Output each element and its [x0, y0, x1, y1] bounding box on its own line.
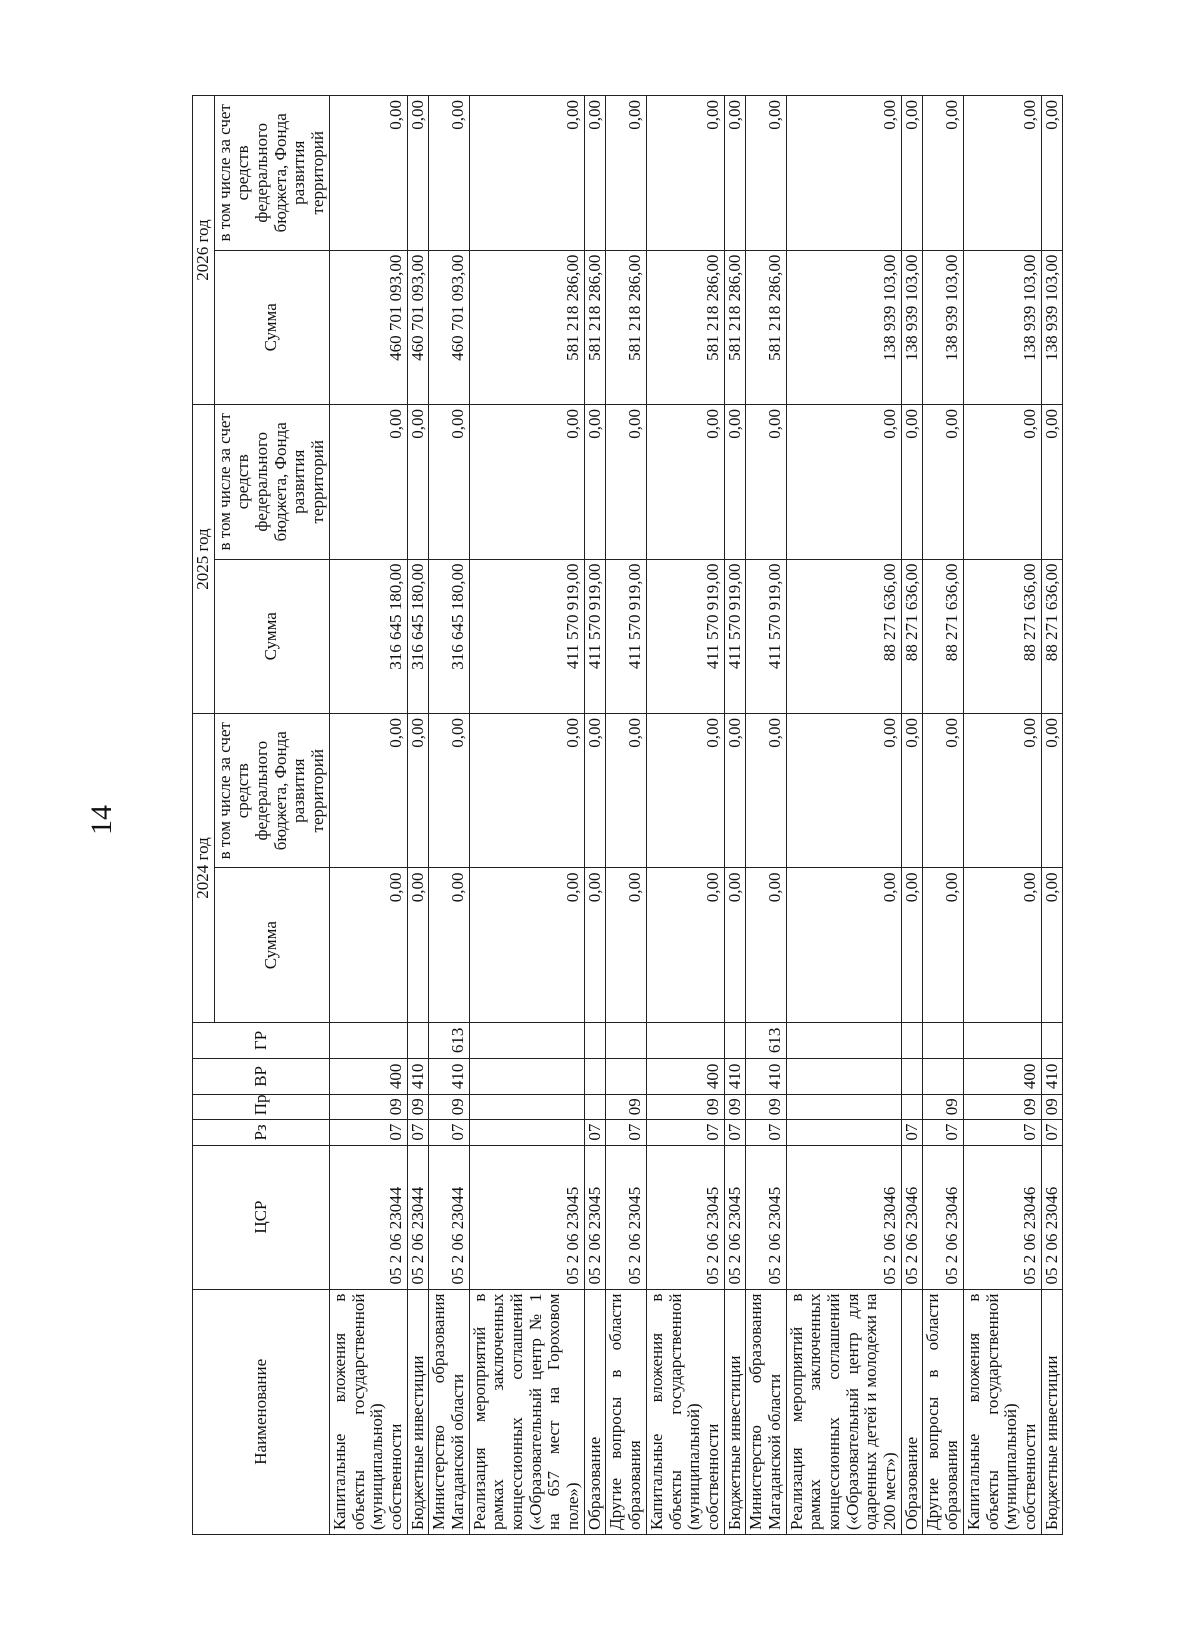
row-rz: 07 — [746, 1120, 786, 1145]
row-fed-2026: 0,00 — [407, 96, 429, 251]
row-fed-2025: 0,00 — [724, 405, 746, 559]
header-fed-2024: в том числе за счет средств федерального бюджета, Фонда развития территорий — [214, 713, 329, 867]
table-row — [469, 96, 584, 1535]
row-rz: 07 — [1041, 1120, 1063, 1145]
row-rz — [469, 1120, 584, 1145]
header-rz: Рз — [193, 1120, 330, 1145]
row-name: Другие вопросы в области образования — [923, 1289, 963, 1534]
row-sum-2024: 0,00 — [923, 868, 963, 1022]
row-fed-2026: 0,00 — [963, 96, 1041, 251]
row-name: Бюджетные инвестиции — [407, 1289, 429, 1534]
header-year-2025: 2025 год — [193, 405, 215, 714]
header-sum-2024: Сумма — [214, 868, 329, 1022]
row-pr: 09 — [963, 1094, 1041, 1119]
row-pr: 09 — [646, 1094, 724, 1119]
row-sum-2024: 0,00 — [724, 868, 746, 1022]
row-vr: 410 — [429, 1058, 469, 1094]
table-row — [407, 96, 429, 1535]
row-sum-2025: 88 271 636,00 — [923, 559, 963, 713]
row-csr: 05 2 06 23046 — [901, 1145, 923, 1289]
row-sum-2026: 460 701 093,00 — [407, 250, 429, 404]
row-vr: 400 — [963, 1058, 1041, 1094]
row-vr: 410 — [746, 1058, 786, 1094]
row-fed-2026: 0,00 — [901, 96, 923, 251]
row-vr — [584, 1058, 606, 1094]
row-sum-2026: 138 939 103,00 — [923, 250, 963, 404]
row-csr: 05 2 06 23045 — [646, 1145, 724, 1289]
row-rz — [786, 1120, 901, 1145]
row-sum-2026: 138 939 103,00 — [786, 250, 901, 404]
header-fed-2025: в том числе за счет средств федерального бюджета, Фонда развития территорий — [214, 405, 329, 559]
row-rz: 07 — [923, 1120, 963, 1145]
table-row — [584, 96, 606, 1535]
row-sum-2024: 0,00 — [606, 868, 646, 1022]
row-sum-2025: 88 271 636,00 — [1041, 559, 1063, 713]
row-fed-2025: 0,00 — [963, 405, 1041, 559]
row-pr — [901, 1094, 923, 1119]
header-name: Наименование — [193, 1289, 330, 1534]
row-fed-2024: 0,00 — [646, 713, 724, 867]
row-gr — [786, 1022, 901, 1058]
row-vr: 410 — [1041, 1058, 1063, 1094]
row-fed-2025: 0,00 — [407, 405, 429, 559]
row-name: Бюджетные инвестиции — [1041, 1289, 1063, 1534]
row-vr: 410 — [724, 1058, 746, 1094]
row-pr: 09 — [606, 1094, 646, 1119]
row-fed-2024: 0,00 — [329, 713, 407, 867]
row-fed-2026: 0,00 — [1041, 96, 1063, 251]
row-fed-2025: 0,00 — [584, 405, 606, 559]
row-sum-2024: 0,00 — [1041, 868, 1063, 1022]
row-sum-2026: 581 218 286,00 — [469, 250, 584, 404]
row-pr: 09 — [1041, 1094, 1063, 1119]
table-body — [329, 96, 1062, 1535]
table-row — [786, 96, 901, 1535]
header-sum-2025: Сумма — [214, 559, 329, 713]
row-pr: 09 — [429, 1094, 469, 1119]
row-fed-2024: 0,00 — [469, 713, 584, 867]
row-fed-2024: 0,00 — [963, 713, 1041, 867]
row-name: Министерство образования Магаданской области — [429, 1289, 469, 1534]
row-sum-2026: 581 218 286,00 — [606, 250, 646, 404]
row-fed-2024: 0,00 — [724, 713, 746, 867]
row-rz: 07 — [429, 1120, 469, 1145]
table-row — [923, 96, 963, 1535]
row-fed-2024: 0,00 — [407, 713, 429, 867]
row-vr — [606, 1058, 646, 1094]
row-sum-2024: 0,00 — [901, 868, 923, 1022]
row-rz: 07 — [407, 1120, 429, 1145]
row-pr: 09 — [724, 1094, 746, 1119]
row-name: Образование — [584, 1289, 606, 1534]
row-sum-2025: 316 645 180,00 — [429, 559, 469, 713]
row-rz: 07 — [901, 1120, 923, 1145]
row-csr: 05 2 06 23045 — [606, 1145, 646, 1289]
row-sum-2025: 88 271 636,00 — [786, 559, 901, 713]
table-row — [724, 96, 746, 1535]
row-pr: 09 — [329, 1094, 407, 1119]
row-fed-2024: 0,00 — [923, 713, 963, 867]
row-name: Бюджетные инвестиции — [724, 1289, 746, 1534]
row-fed-2024: 0,00 — [429, 713, 469, 867]
row-fed-2025: 0,00 — [606, 405, 646, 559]
row-fed-2024: 0,00 — [606, 713, 646, 867]
row-fed-2026: 0,00 — [786, 96, 901, 251]
row-sum-2026: 581 218 286,00 — [746, 250, 786, 404]
row-sum-2026: 581 218 286,00 — [724, 250, 746, 404]
row-name: Другие вопросы в области образования — [606, 1289, 646, 1534]
table-row — [901, 96, 923, 1535]
row-csr: 05 2 06 23045 — [584, 1145, 606, 1289]
row-vr — [786, 1058, 901, 1094]
row-name: Капитальные вложения в объекты государственной (муниципальной) собственности — [646, 1289, 724, 1534]
row-fed-2026: 0,00 — [329, 96, 407, 251]
row-fed-2025: 0,00 — [901, 405, 923, 559]
row-csr: 05 2 06 23046 — [923, 1145, 963, 1289]
row-fed-2026: 0,00 — [429, 96, 469, 251]
row-fed-2025: 0,00 — [646, 405, 724, 559]
row-sum-2026: 138 939 103,00 — [1041, 250, 1063, 404]
row-sum-2026: 138 939 103,00 — [963, 250, 1041, 404]
row-csr: 05 2 06 23046 — [1041, 1145, 1063, 1289]
row-name: Реализация мероприятий в рамках заключенных концессионных соглашений («Образовательный центр № 1 на 657 мест на Гороховом поле») — [469, 1289, 584, 1534]
row-sum-2024: 0,00 — [786, 868, 901, 1022]
row-gr — [1041, 1022, 1063, 1058]
row-name: Министерство образования Магаданской области — [746, 1289, 786, 1534]
row-fed-2026: 0,00 — [584, 96, 606, 251]
row-sum-2024: 0,00 — [963, 868, 1041, 1022]
row-sum-2024: 0,00 — [329, 868, 407, 1022]
row-sum-2025: 411 570 919,00 — [746, 559, 786, 713]
row-rz: 07 — [724, 1120, 746, 1145]
row-sum-2024: 0,00 — [407, 868, 429, 1022]
row-rz: 07 — [584, 1120, 606, 1145]
row-csr: 05 2 06 23046 — [963, 1145, 1041, 1289]
row-rz: 07 — [329, 1120, 407, 1145]
row-sum-2024: 0,00 — [584, 868, 606, 1022]
row-fed-2025: 0,00 — [1041, 405, 1063, 559]
header-pr: Пр — [193, 1094, 330, 1119]
header-fed-2026: в том числе за счет средств федерального бюджета, Фонда развития территорий — [214, 96, 329, 251]
row-sum-2026: 460 701 093,00 — [329, 250, 407, 404]
row-sum-2025: 411 570 919,00 — [469, 559, 584, 713]
row-csr: 05 2 06 23044 — [429, 1145, 469, 1289]
row-vr — [469, 1058, 584, 1094]
header-year-2024: 2024 год — [193, 713, 215, 1022]
row-name: Капитальные вложения в объекты государственной (муниципальной) собственности — [963, 1289, 1041, 1534]
header-sum-2026: Сумма — [214, 250, 329, 404]
row-fed-2026: 0,00 — [646, 96, 724, 251]
row-sum-2026: 460 701 093,00 — [429, 250, 469, 404]
row-fed-2024: 0,00 — [1041, 713, 1063, 867]
row-sum-2025: 411 570 919,00 — [606, 559, 646, 713]
row-rz: 07 — [646, 1120, 724, 1145]
row-csr: 05 2 06 23044 — [407, 1145, 429, 1289]
row-gr — [901, 1022, 923, 1058]
row-pr: 09 — [407, 1094, 429, 1119]
row-rz: 07 — [606, 1120, 646, 1145]
row-sum-2025: 88 271 636,00 — [901, 559, 923, 713]
row-fed-2025: 0,00 — [329, 405, 407, 559]
row-pr — [786, 1094, 901, 1119]
row-sum-2024: 0,00 — [469, 868, 584, 1022]
budget-table — [192, 95, 1063, 1535]
row-fed-2025: 0,00 — [429, 405, 469, 559]
row-name: Образование — [901, 1289, 923, 1534]
row-fed-2025: 0,00 — [923, 405, 963, 559]
row-pr: 09 — [746, 1094, 786, 1119]
row-gr — [724, 1022, 746, 1058]
row-sum-2025: 411 570 919,00 — [584, 559, 606, 713]
row-fed-2025: 0,00 — [746, 405, 786, 559]
header-csr: ЦСР — [193, 1145, 330, 1289]
row-sum-2026: 581 218 286,00 — [646, 250, 724, 404]
row-gr — [329, 1022, 407, 1058]
row-fed-2024: 0,00 — [786, 713, 901, 867]
table-row — [429, 96, 469, 1535]
row-gr — [606, 1022, 646, 1058]
row-fed-2024: 0,00 — [901, 713, 923, 867]
row-vr: 410 — [407, 1058, 429, 1094]
table-row — [606, 96, 646, 1535]
row-vr — [923, 1058, 963, 1094]
table-row — [746, 96, 786, 1535]
row-gr — [963, 1022, 1041, 1058]
page-number: 14 — [85, 805, 118, 835]
header-row-years — [193, 96, 215, 1535]
header-year-2026: 2026 год — [193, 96, 215, 405]
row-csr: 05 2 06 23044 — [329, 1145, 407, 1289]
row-csr: 05 2 06 23046 — [786, 1145, 901, 1289]
row-fed-2026: 0,00 — [469, 96, 584, 251]
row-name: Реализация мероприятий в рамках заключенных концессионных соглашений («Образовательный центр для одаренных детей и молодежи на 200 мест») — [786, 1289, 901, 1534]
row-fed-2026: 0,00 — [746, 96, 786, 251]
row-csr: 05 2 06 23045 — [746, 1145, 786, 1289]
row-pr — [584, 1094, 606, 1119]
row-sum-2024: 0,00 — [429, 868, 469, 1022]
table-row — [329, 96, 407, 1535]
table-row — [1041, 96, 1063, 1535]
row-pr: 09 — [923, 1094, 963, 1119]
row-sum-2025: 411 570 919,00 — [724, 559, 746, 713]
row-gr — [923, 1022, 963, 1058]
row-vr: 400 — [646, 1058, 724, 1094]
row-rz: 07 — [963, 1120, 1041, 1145]
row-vr: 400 — [329, 1058, 407, 1094]
row-pr — [469, 1094, 584, 1119]
row-vr — [901, 1058, 923, 1094]
row-gr — [407, 1022, 429, 1058]
row-gr — [646, 1022, 724, 1058]
table-row — [963, 96, 1041, 1535]
row-csr: 05 2 06 23045 — [469, 1145, 584, 1289]
row-fed-2026: 0,00 — [606, 96, 646, 251]
row-fed-2025: 0,00 — [469, 405, 584, 559]
header-vr: ВР — [193, 1058, 330, 1094]
row-csr: 05 2 06 23045 — [724, 1145, 746, 1289]
row-fed-2026: 0,00 — [923, 96, 963, 251]
row-fed-2025: 0,00 — [786, 405, 901, 559]
row-gr: 613 — [746, 1022, 786, 1058]
row-sum-2026: 138 939 103,00 — [901, 250, 923, 404]
row-gr — [584, 1022, 606, 1058]
budget-table-rotated — [192, 95, 1112, 1535]
row-sum-2024: 0,00 — [746, 868, 786, 1022]
row-sum-2025: 88 271 636,00 — [963, 559, 1041, 713]
row-gr: 613 — [429, 1022, 469, 1058]
row-sum-2025: 316 645 180,00 — [407, 559, 429, 713]
row-name: Капитальные вложения в объекты государственной (муниципальной) собственности — [329, 1289, 407, 1534]
row-fed-2024: 0,00 — [746, 713, 786, 867]
row-sum-2024: 0,00 — [646, 868, 724, 1022]
row-gr — [469, 1022, 584, 1058]
row-fed-2024: 0,00 — [584, 713, 606, 867]
table-row — [646, 96, 724, 1535]
row-sum-2025: 411 570 919,00 — [646, 559, 724, 713]
header-gr: ГР — [193, 1022, 330, 1058]
row-sum-2026: 581 218 286,00 — [584, 250, 606, 404]
row-fed-2026: 0,00 — [724, 96, 746, 251]
row-sum-2025: 316 645 180,00 — [329, 559, 407, 713]
